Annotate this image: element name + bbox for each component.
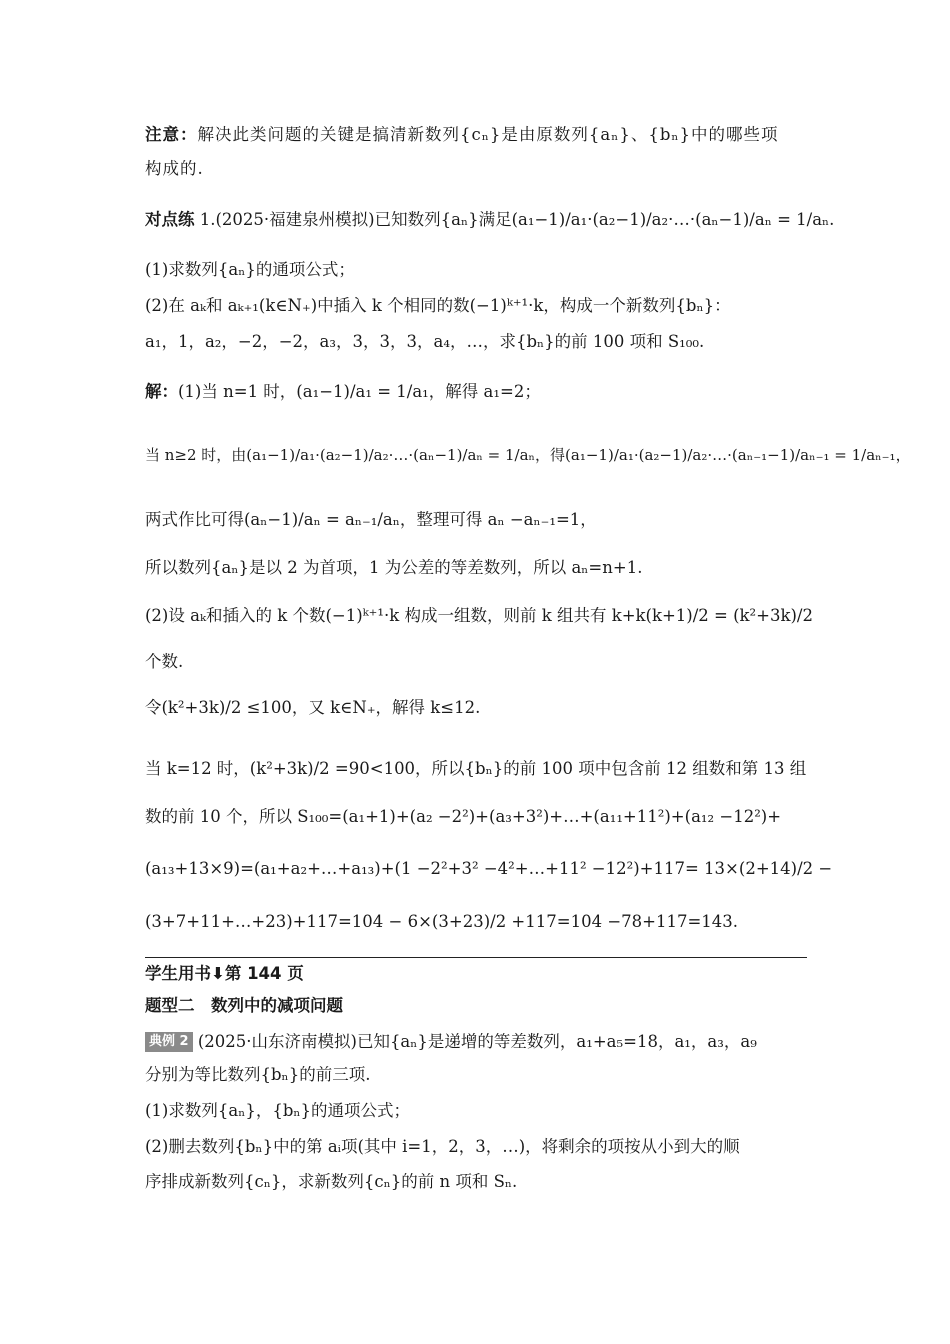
example-line-2: 分别为等比数列{bₙ}的前三项. [145,1065,371,1084]
book-page-reference: 学生用书⬇第 144 页 [145,964,304,983]
exercise-q1: (1)求数列{aₙ}的通项公式； [145,260,355,279]
note-line-1: 注意：解决此类问题的关键是搞清新数列{cₙ}是由原数列{aₙ}、{bₙ}中的哪些项 [145,125,779,144]
example-line-5: 序排成新数列{cₙ}，求新数列{cₙ}的前 n 项和 Sₙ. [145,1172,518,1191]
example-line-4: (2)删去数列{bₙ}中的第 aᵢ项(其中 i=1，2，3，…)，将剩余的项按从小到大的顺 [145,1137,740,1156]
solution-label: 解： [145,382,178,401]
exercise-q2-sequence: a₁，1，a₂，−2，−2，a₃，3，3，3，a₄，…，求{bₙ}的前 100 项和 S₁₀₀. [145,332,705,351]
exercise-label: 对点练 [145,210,195,229]
solution-line-5: (2)设 aₖ和插入的 k 个数(−1)ᵏ⁺¹·k 构成一组数，则前 k 组共有 k+k(k+1)/2 = (k²+3k)/2 [145,606,813,625]
section-divider [145,957,807,958]
section-title: 题型二 数列中的减项问题 [145,996,343,1015]
example-tag: 典例 2 [145,1032,193,1052]
solution-line-1: 解：(1)当 n=1 时，(a₁−1)/a₁ = 1/a₁，解得 a₁=2； [145,382,541,401]
solution-line-7: 令(k²+3k)/2 ≤100，又 k∈N₊，解得 k≤12. [145,698,481,717]
exercise-q2: (2)在 aₖ和 aₖ₊₁(k∈N₊)中插入 k 个相同的数(−1)ᵏ⁺¹·k，构成一个新数列{bₙ}： [145,296,731,315]
solution-line-6: 个数. [145,652,184,671]
note-label: 注意： [145,125,198,144]
solution-line-11: (3+7+11+…+23)+117=104 − 6×(3+23)/2 +117=104 −78+117=143. [145,912,739,931]
solution-line-8: 当 k=12 时，(k²+3k)/2 =90<100，所以{bₙ}的前 100 项中包含前 12 组数和第 13 组 [145,759,807,778]
example-line-1: 典例 2 (2025·山东济南模拟)已知{aₙ}是递增的等差数列，a₁+a₅=18，a₁，a₃，a₉ [145,1030,805,1054]
solution-line-9: 数的前 10 个，所以 S₁₀₀=(a₁+1)+(a₂ −2²)+(a₃+3²)+…+(a₁₁+11²)+(a₁₂ −12²)+ [145,807,782,826]
exercise-intro: 对点练 1.(2025·福建泉州模拟)已知数列{aₙ}满足(a₁−1)/a₁·(a₂−1)/a₂·…·(aₙ−1)/aₙ = 1/aₙ. [145,210,835,229]
solution-line-10: (a₁₃+13×9)=(a₁+a₂+…+a₁₃)+(1 −2²+3² −4²+…+11² −12²)+117= 13×(2+14)/2 − [145,859,833,878]
note-line-2: 构成的. [145,159,204,178]
solution-line-2: 当 n≥2 时，由(a₁−1)/a₁·(a₂−1)/a₂·…·(aₙ−1)/aₙ = 1/aₙ，得(a₁−1)/a₁·(a₂−1)/a₂·…·(aₙ₋₁−1)/aₙ₋₁ = 1/aₙ₋₁， [145,446,911,464]
solution-line-3: 两式作比可得(aₙ−1)/aₙ = aₙ₋₁/aₙ，整理可得 aₙ −aₙ₋₁=1， [145,510,597,529]
solution-line-4: 所以数列{aₙ}是以 2 为首项，1 为公差的等差数列，所以 aₙ=n+1. [145,558,643,577]
example-line-3: (1)求数列{aₙ}，{bₙ}的通项公式； [145,1101,411,1120]
